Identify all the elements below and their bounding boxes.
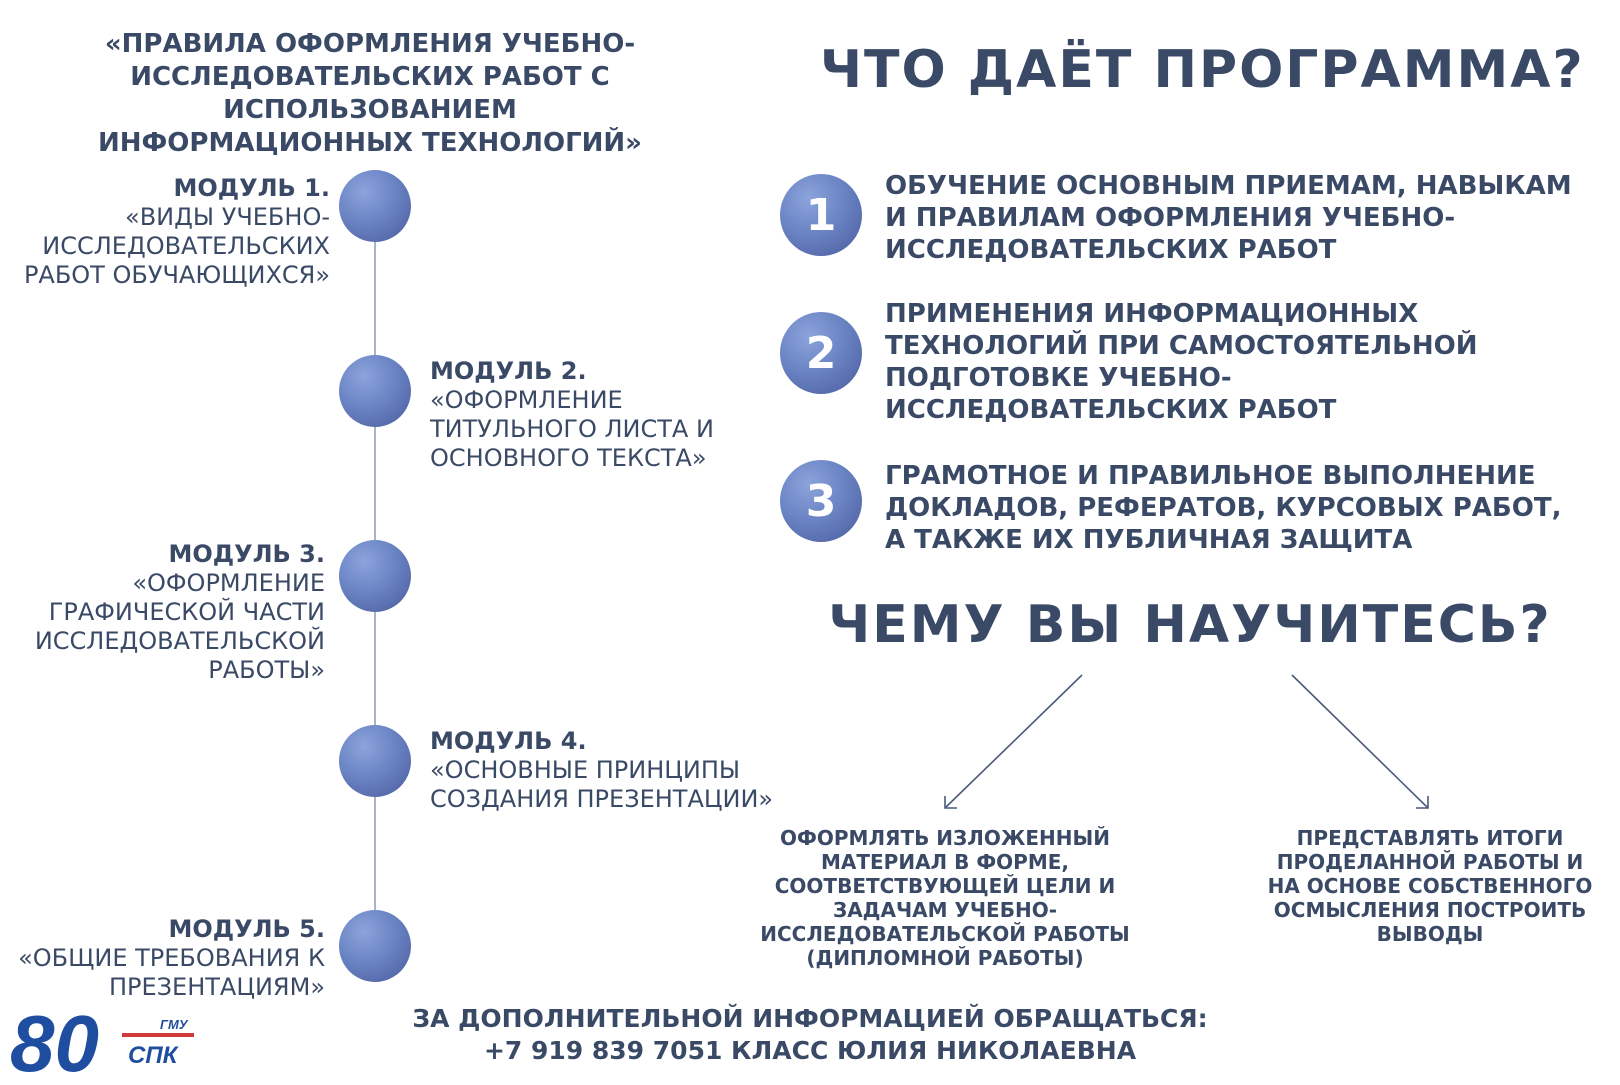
benefit-3-number: 3 xyxy=(780,460,862,542)
module-2-text: «ОФОРМЛЕНИЕ ТИТУЛЬНОГО ЛИСТА И ОСНОВНОГО ТЕКСТА» xyxy=(430,386,714,472)
module-3-title: МОДУЛЬ 3. xyxy=(168,540,325,568)
arrow-left-line xyxy=(945,675,1082,808)
contact-line-1: ЗА ДОПОЛНИТЕЛЬНОЙ ИНФОРМАЦИЕЙ ОБРАЩАТЬСЯ: xyxy=(412,1004,1208,1033)
logo-icon xyxy=(10,1003,200,1081)
contact-line-2: +7 919 839 7051 КЛАСС ЮЛИЯ НИКОЛАЕВНА xyxy=(483,1036,1137,1065)
module-5-title: МОДУЛЬ 5. xyxy=(168,915,325,943)
module-1-title: МОДУЛЬ 1. xyxy=(173,174,330,202)
logo-mark: СПК xyxy=(128,1042,178,1069)
module-4-title: МОДУЛЬ 4. xyxy=(430,727,587,755)
logo-main: 80 xyxy=(10,1003,99,1081)
skill-2-text: ПРЕДСТАВЛЯТЬ ИТОГИ ПРОДЕЛАННОЙ РАБОТЫ И НА ОСНОВЕ СОБСТВЕННОГО ОСМЫСЛЕНИЯ ПОСТРОИТЬ ВЫВОДЫ xyxy=(1267,826,1593,946)
arrow-right-line xyxy=(1292,675,1428,808)
benefit-2-number: 2 xyxy=(780,312,862,394)
module-3-text: «ОФОРМЛЕНИЕ ГРАФИЧЕСКОЙ ЧАСТИ ИССЛЕДОВАТЕЛЬСКОЙ РАБОТЫ» xyxy=(34,569,325,684)
logo xyxy=(10,1003,200,1081)
benefit-3-text: ГРАМОТНОЕ И ПРАВИЛЬНОЕ ВЫПОЛНЕНИЕ ДОКЛАДОВ, РЕФЕРАТОВ, КУРСОВЫХ РАБОТ, А ТАКЖЕ ИХ ПУБЛИЧНАЯ ЗАЩИТА xyxy=(885,461,1562,555)
benefit-2-text: ПРИМЕНЕНИЯ ИНФОРМАЦИОННЫХ ТЕХНОЛОГИЙ ПРИ САМОСТОЯТЕЛЬНОЙ ПОДГОТОВКЕ УЧЕБНО-ИССЛЕДОВАТЕЛЬСКИХ РАБОТ xyxy=(885,299,1478,425)
benefit-1-text: ОБУЧЕНИЕ ОСНОВНЫМ ПРИЕМАМ, НАВЫКАМ И ПРАВИЛАМ ОФОРМЛЕНИЯ УЧЕБНО-ИССЛЕДОВАТЕЛЬСКИХ РАБОТ xyxy=(885,171,1572,265)
module-4-text: «ОСНОВНЫЕ ПРИНЦИПЫ СОЗДАНИЯ ПРЕЗЕНТАЦИИ» xyxy=(430,756,774,813)
logo-sub: ГМУ xyxy=(160,1017,188,1032)
course-title: «ПРАВИЛА ОФОРМЛЕНИЯ УЧЕБНО-ИССЛЕДОВАТЕЛЬСКИХ РАБОТ С ИСПОЛЬЗОВАНИЕМ ИНФОРМАЦИОННЫХ ТЕХНОЛОГИЙ» xyxy=(98,29,642,158)
learn-heading: ЧЕМУ ВЫ НАУЧИТЕСЬ? xyxy=(828,595,1552,655)
benefit-1-number: 1 xyxy=(780,174,862,256)
skill-1-text: ОФОРМЛЯТЬ ИЗЛОЖЕННЫЙ МАТЕРИАЛ В ФОРМЕ, СООТВЕТСТВУЮЩЕЙ ЦЕЛИ И ЗАДАЧАМ УЧЕБНО-ИССЛЕДОВАТЕЛЬСКОЙ РАБОТЫ (ДИПЛОМНОЙ РАБОТЫ) xyxy=(760,826,1130,970)
module-5-text: «ОБЩИЕ ТРЕБОВАНИЯ К ПРЕЗЕНТАЦИЯМ» xyxy=(18,944,325,1001)
module-2-title: МОДУЛЬ 2. xyxy=(430,357,587,385)
program-heading: ЧТО ДАЁТ ПРОГРАММА? xyxy=(820,40,1585,100)
module-1-text: «ВИДЫ УЧЕБНО-ИССЛЕДОВАТЕЛЬСКИХ РАБОТ ОБУЧАЮЩИХСЯ» xyxy=(23,203,330,289)
contact-info xyxy=(300,1003,1320,1067)
